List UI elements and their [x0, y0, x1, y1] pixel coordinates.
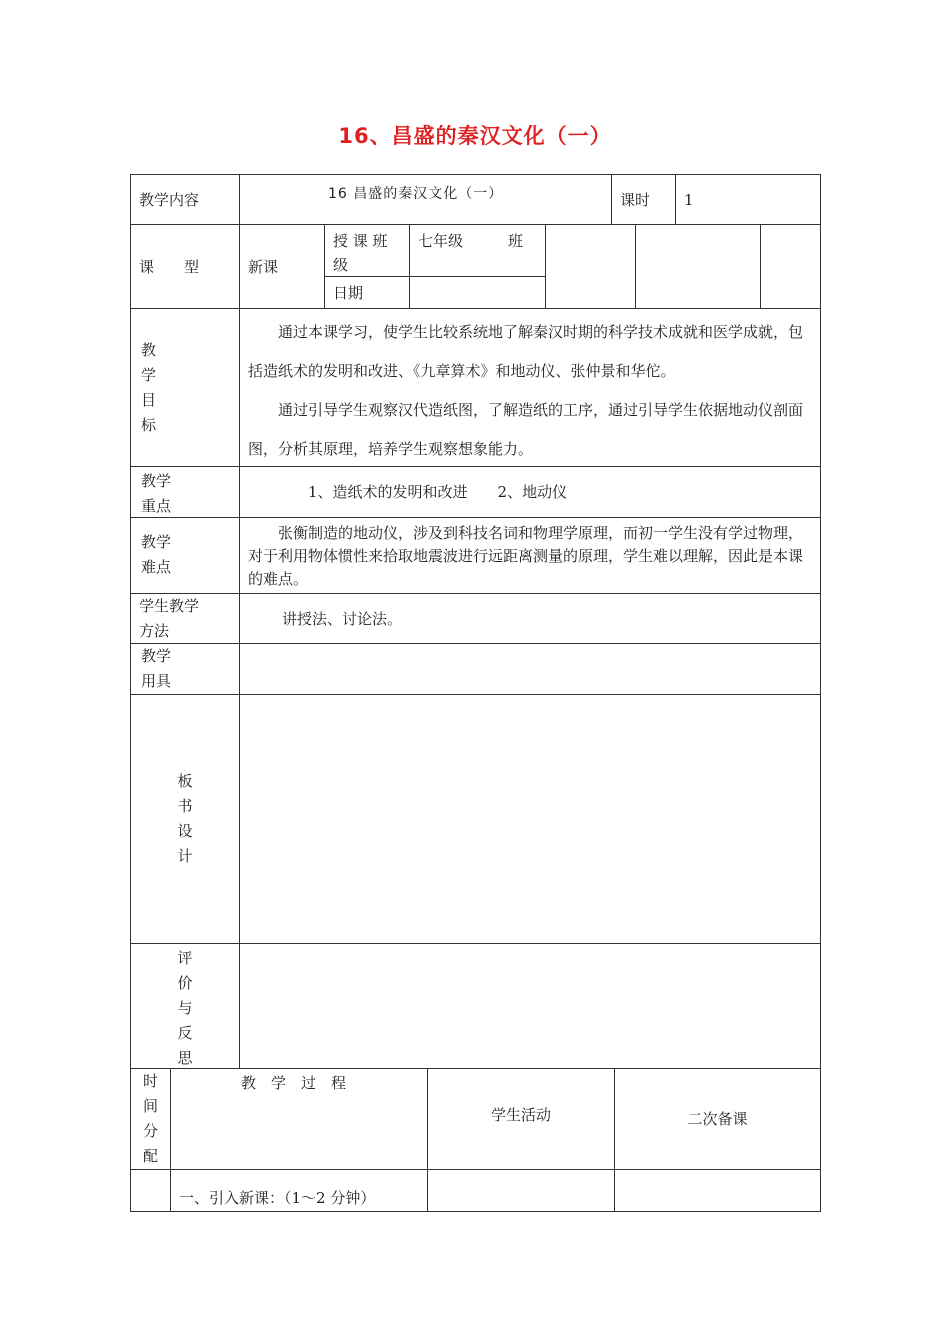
methods-label-1: 方法: [139, 622, 170, 640]
class-value-cell: [409, 224, 546, 277]
keypoints-text: 1、造纸术的发明和改进 2、地动仪: [308, 483, 568, 501]
type-label-cell: [130, 224, 240, 309]
evaluation-label-2: 与: [177, 999, 193, 1017]
period-label-cell: [611, 174, 676, 225]
period-label: 课时: [620, 190, 651, 209]
board-label-0: 板: [177, 772, 193, 790]
objectives-p1: 通过本课学习，使学生比较系统地了解秦汉时期的科学技术成就和医学成就，包括造纸术的发明和改进、《九章算术》和地动仪、张仲景和华佗。: [248, 323, 804, 380]
difficulties-label-0: 教学: [141, 533, 172, 551]
time-label-0: 时: [142, 1072, 158, 1090]
objectives-label-2: 目: [141, 390, 157, 409]
evaluation-cell: [239, 943, 821, 1069]
board-cell: [239, 694, 821, 944]
first-step-text: 一、引入新课：（1～2 分钟）: [179, 1189, 376, 1207]
methods-label-0: 学生教学: [139, 597, 200, 615]
time-cell: [130, 1169, 171, 1212]
first-step-cell: [170, 1169, 428, 1212]
board-label-3: 计: [177, 847, 193, 865]
student-cell: [427, 1169, 615, 1212]
objectives-label-cell: [130, 308, 240, 467]
page-title: 16、昌盛的秦汉文化（一）: [338, 124, 612, 148]
prep-cell: [614, 1169, 821, 1212]
process-label-cell: [170, 1068, 428, 1170]
difficulties-label-1: 难点: [141, 558, 172, 576]
evaluation-label-1: 价: [177, 974, 193, 992]
process-label: 教 学 过 程: [241, 1074, 347, 1092]
student-label: 学生活动: [490, 1106, 551, 1124]
class-label-cell: [324, 224, 410, 277]
objectives-cell: [239, 308, 821, 467]
time-label-2: 分: [142, 1122, 158, 1140]
board-label-1: 书: [177, 797, 193, 815]
type-label: 课 型: [139, 257, 200, 276]
type-value-cell: [239, 224, 325, 309]
period-value-cell: [675, 174, 821, 225]
student-label-cell: [427, 1068, 615, 1170]
date-value-cell: [409, 276, 546, 309]
evaluation-label-3: 反: [177, 1024, 193, 1042]
objectives-label-3: 标: [141, 415, 157, 434]
difficulties-cell: [239, 517, 821, 594]
difficulties-text: 张衡制造的地动仪，涉及到科技名词和物理学原理，而初一学生没有学过物理，对于利用物体惯性来拾取地震波进行远距离测量的原理，学生难以理解，因此是本课的难点。: [248, 524, 804, 588]
time-label-1: 间: [142, 1097, 158, 1115]
prep-label-cell: [614, 1068, 821, 1170]
time-label-cell: [130, 1068, 171, 1170]
objectives-p2: 通过引导学生观察汉代造纸图，了解造纸的工序，通过引导学生依据地动仪剖面图，分析其原理，培养学生观察想象能力。: [248, 401, 804, 458]
objectives-label-0: 教: [141, 340, 157, 359]
methods-cell: [239, 593, 821, 644]
prep-label: 二次备课: [687, 1110, 748, 1128]
evaluation-label-0: 评: [177, 949, 193, 967]
tools-label-0: 教学: [141, 647, 172, 665]
tools-label-cell: [130, 643, 240, 695]
content-label-cell: [130, 174, 240, 225]
methods-label-cell: [130, 593, 240, 644]
content-value: 16 昌盛的秦汉文化（一）: [328, 186, 504, 202]
keypoints-label-cell: [130, 466, 240, 518]
extra-cell-1: [545, 224, 636, 309]
keypoints-label-0: 教学: [141, 472, 172, 490]
tools-label-1: 用具: [141, 672, 172, 690]
time-label-3: 配: [142, 1147, 158, 1165]
class-label: 授 课 班级: [333, 232, 388, 274]
board-label-cell: [130, 694, 240, 944]
period-value: 1: [684, 190, 694, 209]
keypoints-cell: [239, 466, 821, 518]
extra-cell-3: [760, 224, 821, 309]
methods-text: 讲授法、讨论法。: [282, 609, 403, 628]
objectives-label-1: 学: [141, 365, 157, 384]
date-label: 日期: [333, 283, 364, 302]
content-value-cell: [239, 174, 612, 225]
evaluation-label-4: 思: [177, 1049, 193, 1067]
tools-cell: [239, 643, 821, 695]
keypoints-label-1: 重点: [141, 497, 172, 515]
extra-cell-2: [635, 224, 761, 309]
content-label: 教学内容: [139, 190, 200, 209]
evaluation-label-cell: [130, 943, 240, 1069]
class-value: 七年级 班: [418, 232, 524, 250]
board-label-2: 设: [177, 822, 193, 840]
date-label-cell: [324, 276, 410, 309]
difficulties-label-cell: [130, 517, 240, 594]
type-value: 新课: [248, 257, 279, 276]
